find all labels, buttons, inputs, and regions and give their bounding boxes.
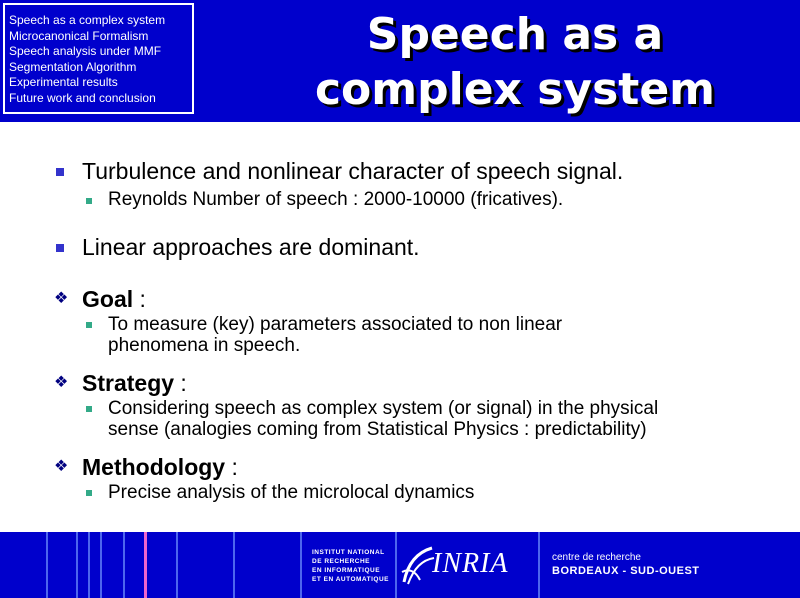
slide-header xyxy=(0,0,800,122)
small-square-bullet-icon xyxy=(86,322,92,328)
footer-divider xyxy=(100,532,102,598)
sub-bullet-strategy: Considering speech as complex system (or signal) in the physical sense (analogies coming from Statistical Physics : predictability) xyxy=(108,398,659,440)
strategy-separator: : xyxy=(174,370,187,396)
footer-divider xyxy=(538,532,540,598)
bullet-strategy xyxy=(82,369,187,397)
goal-separator: : xyxy=(133,286,146,312)
small-square-bullet-icon xyxy=(86,406,92,412)
nav-item-future-work[interactable]: Future work and conclusion xyxy=(9,90,156,105)
diamond-bullet-icon: ❖ xyxy=(54,458,69,475)
nav-item-microcanonical-formalism[interactable]: Microcanonical Formalism xyxy=(9,28,149,43)
inria-emblem-icon xyxy=(400,542,436,588)
sub-bullet-reynolds: Reynolds Number of speech : 2000-10000 (fricatives). xyxy=(108,189,564,210)
goal-label: Goal xyxy=(82,286,134,312)
bullet-methodology xyxy=(82,453,238,481)
inria-logo-text: INRIA xyxy=(432,548,509,579)
slide-title xyxy=(280,0,750,117)
title-line-2: complex system xyxy=(314,64,716,115)
nav-item-segmentation-algorithm[interactable]: Segmentation Algorithm xyxy=(9,59,137,74)
footer-divider xyxy=(395,532,397,598)
footer-divider xyxy=(233,532,235,598)
footer-divider xyxy=(88,532,90,598)
footer-divider xyxy=(300,532,302,598)
square-bullet-icon xyxy=(56,168,64,176)
bullet-goal xyxy=(82,285,146,313)
footer-divider xyxy=(123,532,125,598)
footer-divider-accent xyxy=(144,532,147,598)
bullet-turbulence: Turbulence and nonlinear character of speech signal. xyxy=(82,158,624,184)
footer-divider xyxy=(46,532,48,598)
nav-item-experimental-results[interactable]: Experimental results xyxy=(9,75,118,89)
sub-bullet-methodology: Precise analysis of the microlocal dynamics xyxy=(108,482,475,503)
slide-footer xyxy=(0,532,800,598)
small-square-bullet-icon xyxy=(86,490,92,496)
square-bullet-icon xyxy=(56,244,64,252)
nav-item-speech-complex-system[interactable]: Speech as a complex system xyxy=(9,13,166,27)
methodology-label: Methodology xyxy=(82,454,226,480)
footer-divider xyxy=(76,532,78,598)
footer-divider xyxy=(176,532,178,598)
small-square-bullet-icon xyxy=(86,198,92,204)
diamond-bullet-icon: ❖ xyxy=(54,374,69,391)
bullet-linear-approaches: Linear approaches are dominant. xyxy=(82,234,420,260)
methodology-separator: : xyxy=(225,454,238,480)
nav-item-speech-analysis-mmf[interactable]: Speech analysis under MMF xyxy=(9,44,162,58)
institut-text: INSTITUT NATIONAL DE RECHERCHE EN INFORMATIQUE ET EN AUTOMATIQUE xyxy=(312,549,389,583)
diamond-bullet-icon: ❖ xyxy=(54,290,69,307)
strategy-label: Strategy xyxy=(82,370,175,396)
slide-content xyxy=(0,122,800,532)
sub-bullet-goal: To measure (key) parameters associated to non linear phenomena in speech. xyxy=(108,314,563,356)
title-line-1: Speech as a xyxy=(366,9,664,60)
centre-de-recherche: centre de recherche BORDEAUX - SUD-OUEST xyxy=(552,552,700,577)
navigation-box xyxy=(3,3,194,114)
